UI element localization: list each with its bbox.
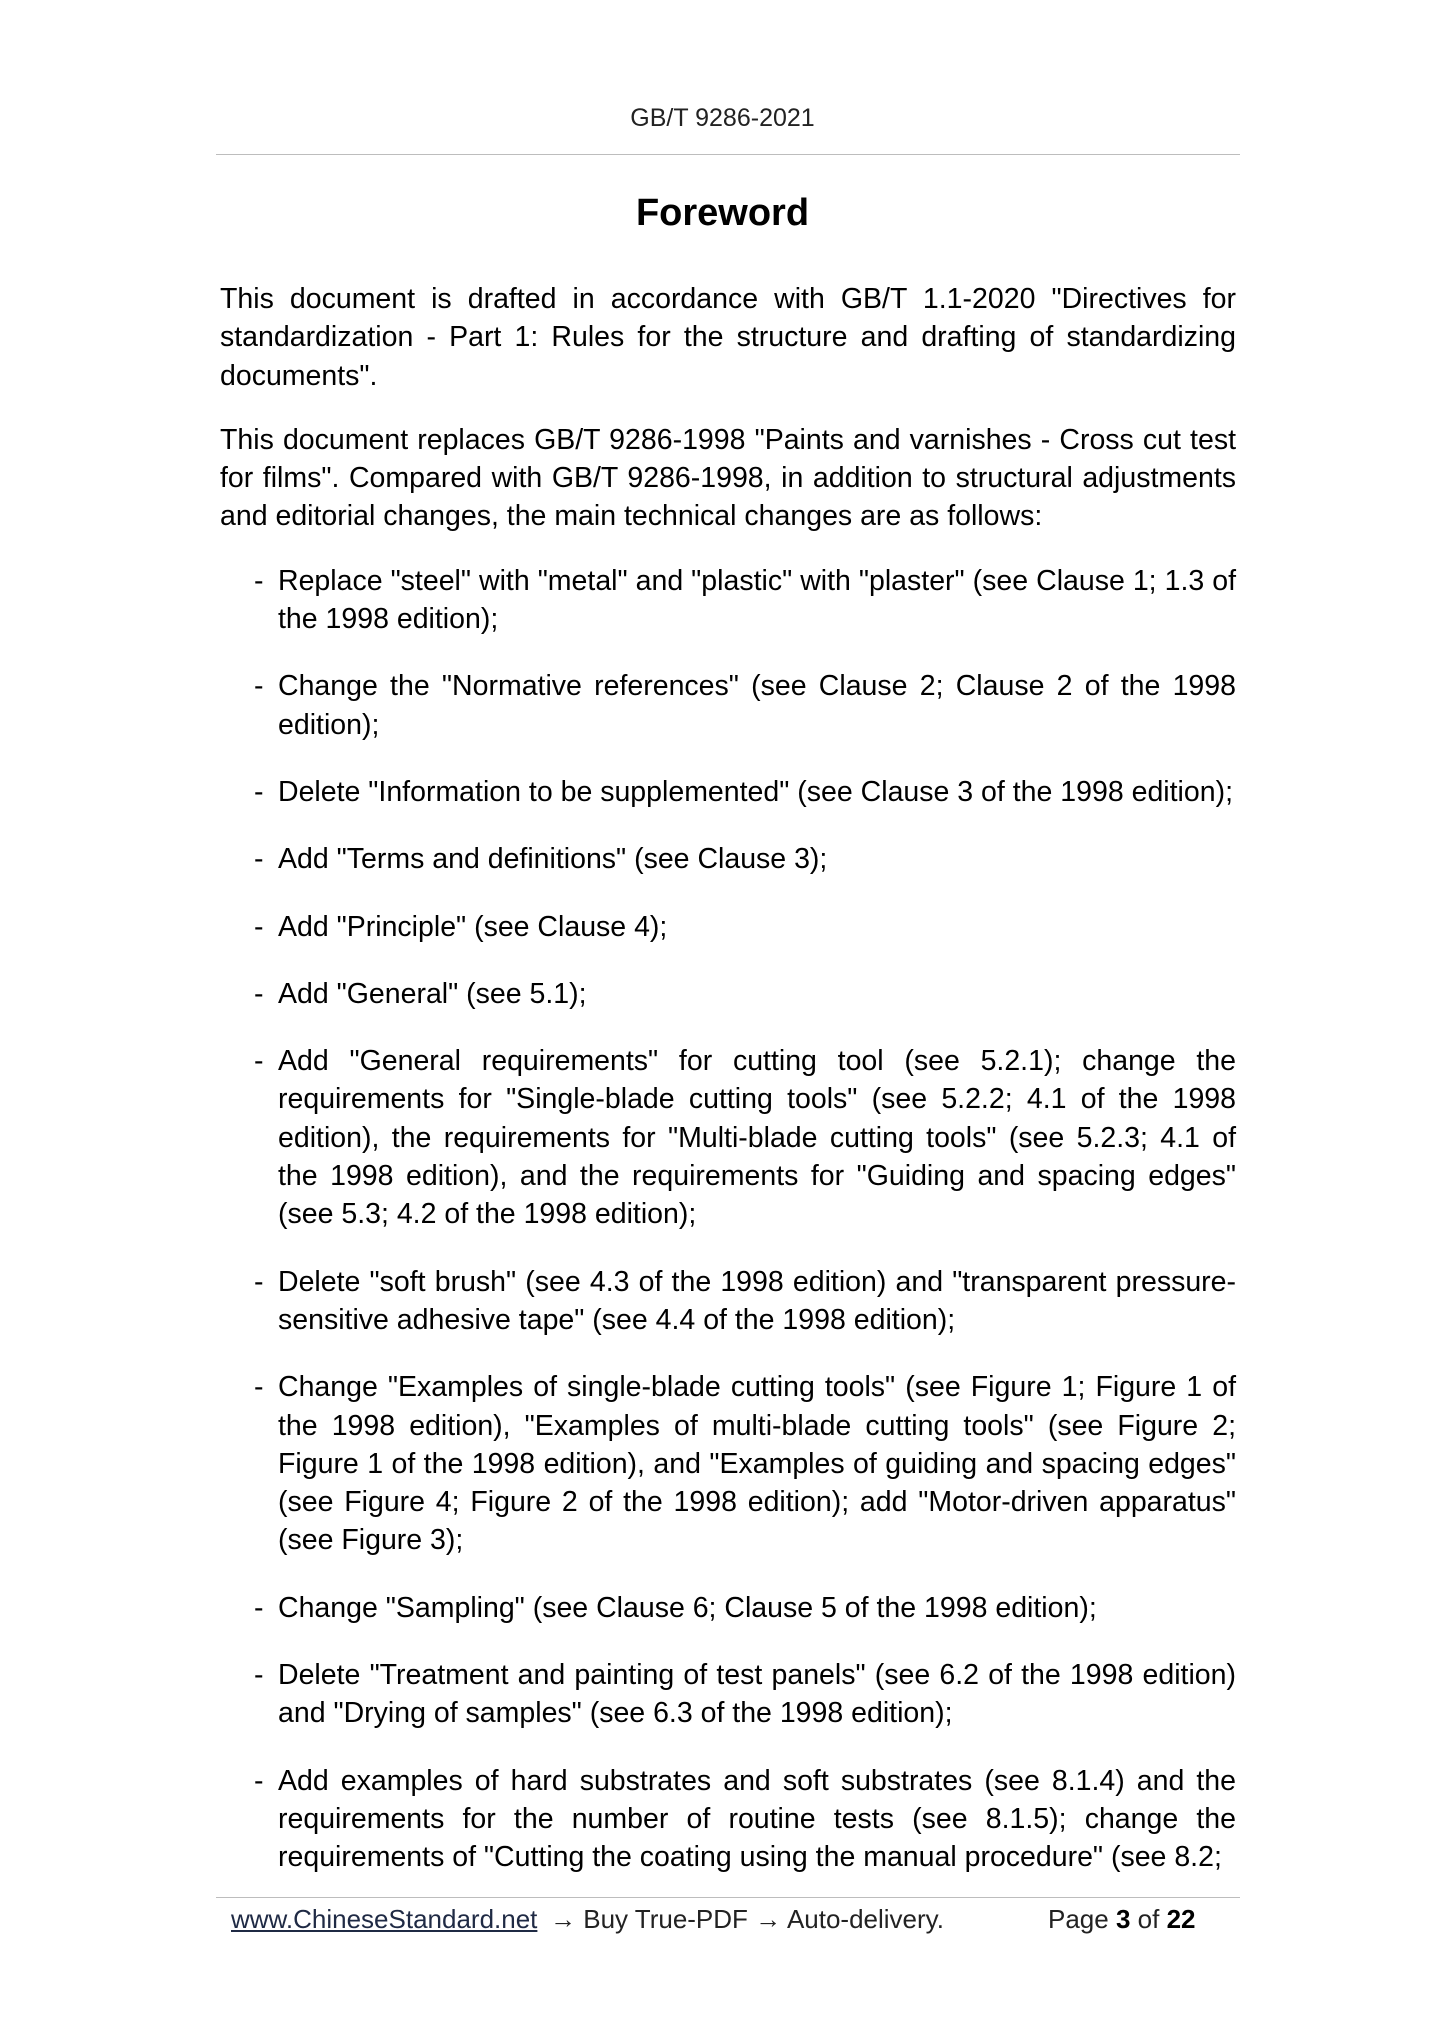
page-title: Foreword (635, 192, 810, 234)
list-item (254, 773, 1236, 811)
footer-divider (216, 1897, 1240, 1898)
dash-bullet: - (254, 1371, 264, 1404)
list-item (254, 562, 1236, 639)
list-item-text: Delete "soft brush" (see 4.3 of the 1998 edition) and "transparent pressure-sensitive adhesive tape" (see 4.4 of the 1998 edition); (278, 1265, 1236, 1336)
dash-bullet: - (254, 1045, 264, 1078)
purchase-note: → Buy True-PDF → Auto-delivery. (550, 1904, 944, 1934)
list-item-text: Replace "steel" with "metal" and "plastic" with "plaster" (see Clause 1; 1.3 of the 1998 edition); (278, 564, 1236, 636)
dash-bullet: - (254, 977, 264, 1010)
list-item (254, 840, 1236, 878)
header-divider (216, 154, 1240, 155)
document-body (220, 280, 1236, 1906)
replacement-paragraph: This document replaces GB/T 9286-1998 "Paints and varnishes - Cross cut test for films". Compared with GB/T 9286-1998, in addition to structural adjustments and editorial changes, the main technical changes are as follows: (220, 423, 1236, 533)
dash-bullet: - (254, 1764, 264, 1797)
list-item-text: Add "Principle" (see Clause 4); (278, 910, 668, 943)
list-item (254, 667, 1236, 744)
list-item-text: Add "General" (see 5.1); (278, 977, 587, 1010)
list-item (254, 1656, 1236, 1733)
dash-bullet: - (254, 1659, 264, 1692)
list-item (254, 908, 1236, 946)
page-indicator (1048, 1904, 1196, 1935)
page-footer (0, 1904, 1445, 1944)
running-header: GB/T 9286-2021 (630, 104, 815, 132)
list-item (254, 1589, 1236, 1627)
dash-bullet: - (254, 1591, 264, 1624)
dash-bullet: - (254, 775, 264, 808)
list-item-text: Change the "Normative references" (see Clause 2; Clause 2 of the 1998 edition); (278, 670, 1236, 741)
list-item-text: Delete "Information to be supplemented" (see Clause 3 of the 1998 edition); (278, 775, 1233, 808)
list-item-text: Add examples of hard substrates and soft substrates (see 8.1.4) and the requirements for the number of routine tests (see 8.1.5); change the requirements of "Cutting the coating using the manual procedure" (see 8.2; (278, 1764, 1236, 1874)
list-item (254, 975, 1236, 1013)
page-number: 3 (1115, 1904, 1131, 1934)
list-item-text: Change "Examples of single-blade cutting tools" (see Figure 1; Figure 1 of the 1998 edition), "Examples of multi-blade cutting tools" (see Figure 2; Figure 1 of the 1998 edition), and "Examples of guiding and spacing edges" (see Figure 4; Figure 2 of the 1998 edition); add "Motor-driven apparatus" (see Figure 3); (278, 1371, 1236, 1557)
list-item (254, 1263, 1236, 1340)
dash-bullet: - (254, 843, 264, 876)
dash-bullet: - (254, 564, 264, 597)
dash-bullet: - (254, 1265, 264, 1298)
list-item-text: Delete "Treatment and painting of test panels" (see 6.2 of the 1998 edition) and "Drying of samples" (see 6.3 of the 1998 edition); (278, 1659, 1236, 1730)
list-item-text: Add "Terms and definitions" (see Clause 3); (278, 843, 828, 876)
list-item-text: Change "Sampling" (see Clause 6; Clause 5 of the 1998 edition); (278, 1591, 1097, 1624)
list-item (254, 1762, 1236, 1877)
list-item-text: Add "General requirements" for cutting tool (see 5.2.1); change the requirements for "Single-blade cutting tools" (see 5.2.2; 4.1 of the 1998 edition), the requirements for "Multi-blade cutting tools" (see 5.2.3; 4.1 of the 1998 edition), and the requirements for "Guiding and spacing edges" (see 5.3; 4.2 of the 1998 edition); (278, 1045, 1236, 1231)
page-label: Page (1048, 1904, 1109, 1934)
technical-changes-list (220, 562, 1236, 1877)
total-pages: 22 (1166, 1904, 1196, 1934)
intro-paragraph: This document is drafted in accordance with GB/T 1.1-2020 "Directives for standardization - Part 1: Rules for the structure and drafting of standardizing documents". (220, 283, 1236, 392)
site-link[interactable]: www.ChineseStandard.net (231, 1904, 538, 1934)
list-item (254, 1368, 1236, 1559)
list-item (254, 1042, 1236, 1233)
dash-bullet: - (254, 670, 264, 703)
of-label: of (1137, 1904, 1160, 1934)
dash-bullet: - (254, 910, 264, 943)
